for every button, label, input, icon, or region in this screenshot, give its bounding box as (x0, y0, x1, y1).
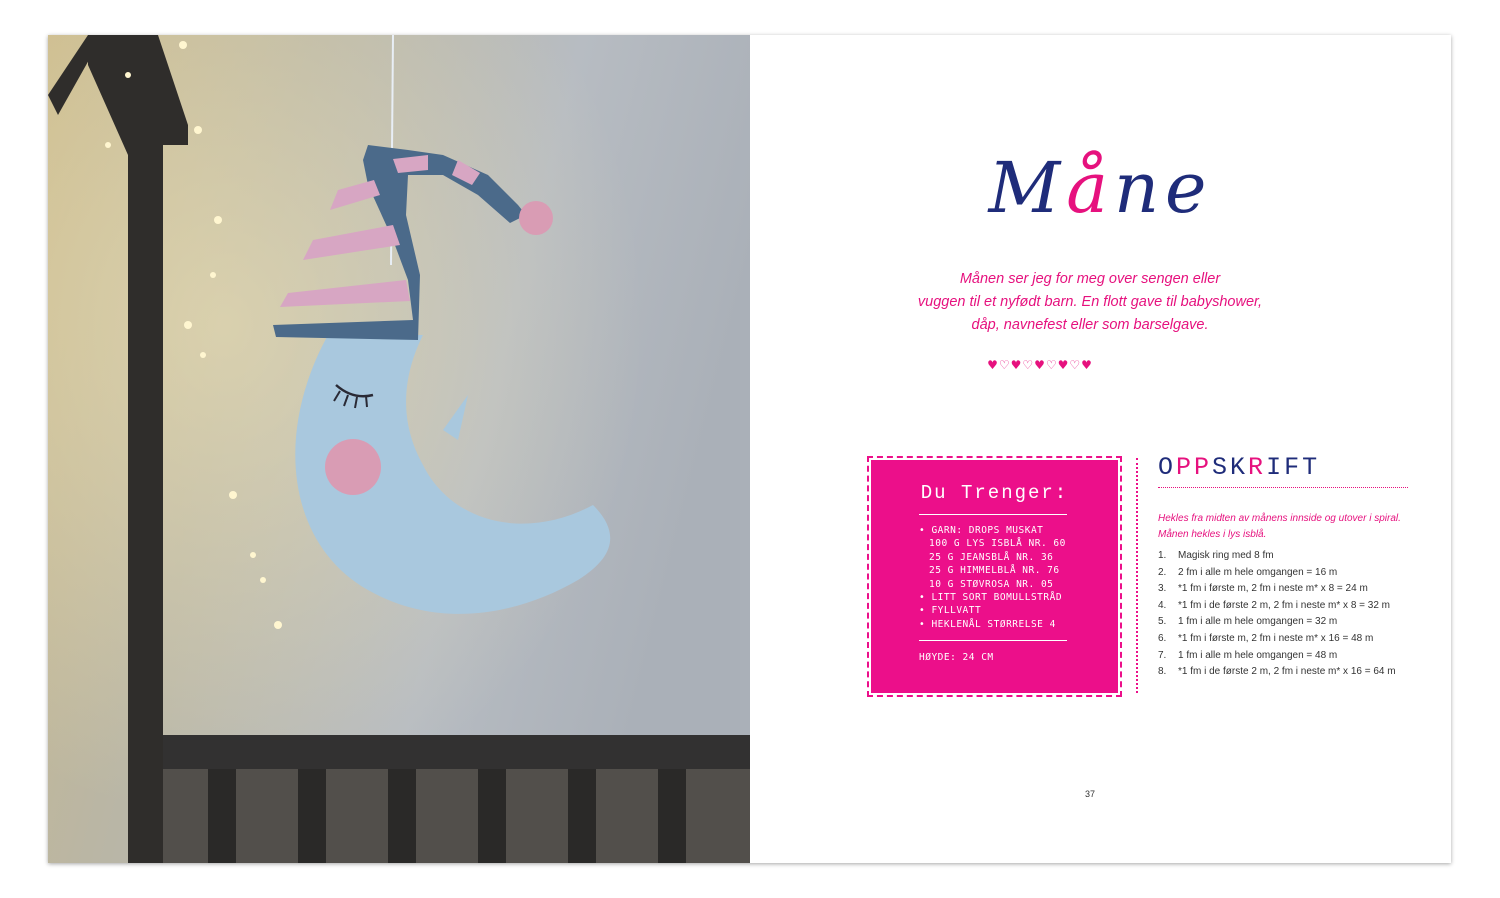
book-spread (48, 35, 1451, 863)
intro-text (900, 268, 1280, 337)
height-text: HØYDE: 24 CM (919, 652, 994, 663)
recipe-heading-part: SK (1212, 453, 1249, 482)
materials-item: 25 G HIMMELBLÅ NR. 76 (929, 565, 1060, 577)
materials-box (871, 460, 1118, 693)
recipe-note (1158, 511, 1428, 543)
step-number: 7. (1158, 649, 1167, 661)
step-number: 2. (1158, 566, 1167, 578)
step-text: 1 fm i alle m hele omgangen = 48 m (1178, 649, 1338, 661)
intro-line: dåp, navnefest eller som barselgave. (971, 317, 1209, 333)
title-highlight: å (1066, 147, 1114, 229)
materials-item: 100 G LYS ISBLÅ NR. 60 (929, 538, 1066, 550)
recipe-step (1158, 581, 1396, 598)
step-text: Magisk ring med 8 fm (1178, 550, 1274, 561)
materials-item: 25 G JEANSBLÅ NR. 36 (929, 551, 1054, 563)
page-title (750, 143, 1451, 233)
hearts-divider: ♥♡♥♡♥♡♥♡♥ (987, 358, 1093, 372)
step-text: *1 fm i første m, 2 fm i neste m* x 16 = 48 m (1178, 632, 1374, 644)
recipe-heading-part: O (1158, 453, 1177, 482)
intro-line: Månen ser jeg for meg over sengen eller (959, 271, 1221, 287)
materials-top-rule (919, 514, 1067, 515)
materials-bottom-rule (919, 640, 1067, 641)
step-number: 8. (1158, 666, 1167, 678)
step-number: 1. (1158, 550, 1167, 561)
step-text: *1 fm i de første 2 m, 2 fm i neste m* x 8 = 32 m (1178, 599, 1391, 611)
recipe-steps (1158, 548, 1396, 681)
materials-item: • GARN: DROPS MUSKAT (919, 525, 1044, 536)
recipe-heading-part: IFT (1266, 453, 1321, 482)
recipe-note-line: Månen hekles i lys isblå. (1158, 529, 1267, 540)
recipe-step (1158, 548, 1396, 565)
recipe-step (1158, 614, 1396, 631)
materials-item: • LITT SORT BOMULLSTRÅD (919, 592, 1063, 604)
photo-page (48, 35, 750, 863)
title-suffix: ne (1113, 147, 1213, 229)
materials-list (919, 524, 1109, 631)
step-number: 5. (1158, 616, 1167, 628)
step-number: 3. (1158, 583, 1167, 595)
recipe-step (1158, 664, 1396, 681)
step-number: 6. (1158, 632, 1167, 644)
recipe-step (1158, 598, 1396, 615)
recipe-step (1158, 648, 1396, 665)
materials-item: • HEKLENÅL STØRRELSE 4 (919, 618, 1056, 630)
intro-line: vuggen til et nyfødt barn. En flott gave til babyshower, (917, 294, 1263, 310)
crochet-moon-photo (48, 35, 750, 863)
step-text: *1 fm i første m, 2 fm i neste m* x 8 = 24 m (1178, 583, 1368, 595)
step-text: 2 fm i alle m hele omgangen = 16 m (1178, 566, 1338, 578)
recipe-page (750, 35, 1451, 863)
materials-item: 10 G STØVROSA NR. 05 (929, 578, 1054, 590)
recipe-heading (1158, 453, 1320, 482)
materials-item: • FYLLVATT (919, 605, 982, 617)
recipe-heading-rule (1158, 487, 1408, 488)
recipe-heading-part: PP (1176, 453, 1213, 482)
recipe-step (1158, 565, 1396, 582)
recipe-heading-part: R (1248, 453, 1267, 482)
dotted-divider (1136, 458, 1138, 693)
title-prefix: M (988, 147, 1067, 229)
page-number: 37 (1084, 789, 1095, 799)
materials-heading: Du Trenger: (920, 482, 1069, 504)
step-number: 4. (1158, 599, 1167, 611)
recipe-step (1158, 631, 1396, 648)
step-text: *1 fm i de første 2 m, 2 fm i neste m* x 16 = 64 m (1178, 666, 1396, 678)
recipe-note-line: Hekles fra midten av månens innside og utover i spiral. (1158, 513, 1401, 524)
step-text: 1 fm i alle m hele omgangen = 32 m (1178, 616, 1338, 628)
